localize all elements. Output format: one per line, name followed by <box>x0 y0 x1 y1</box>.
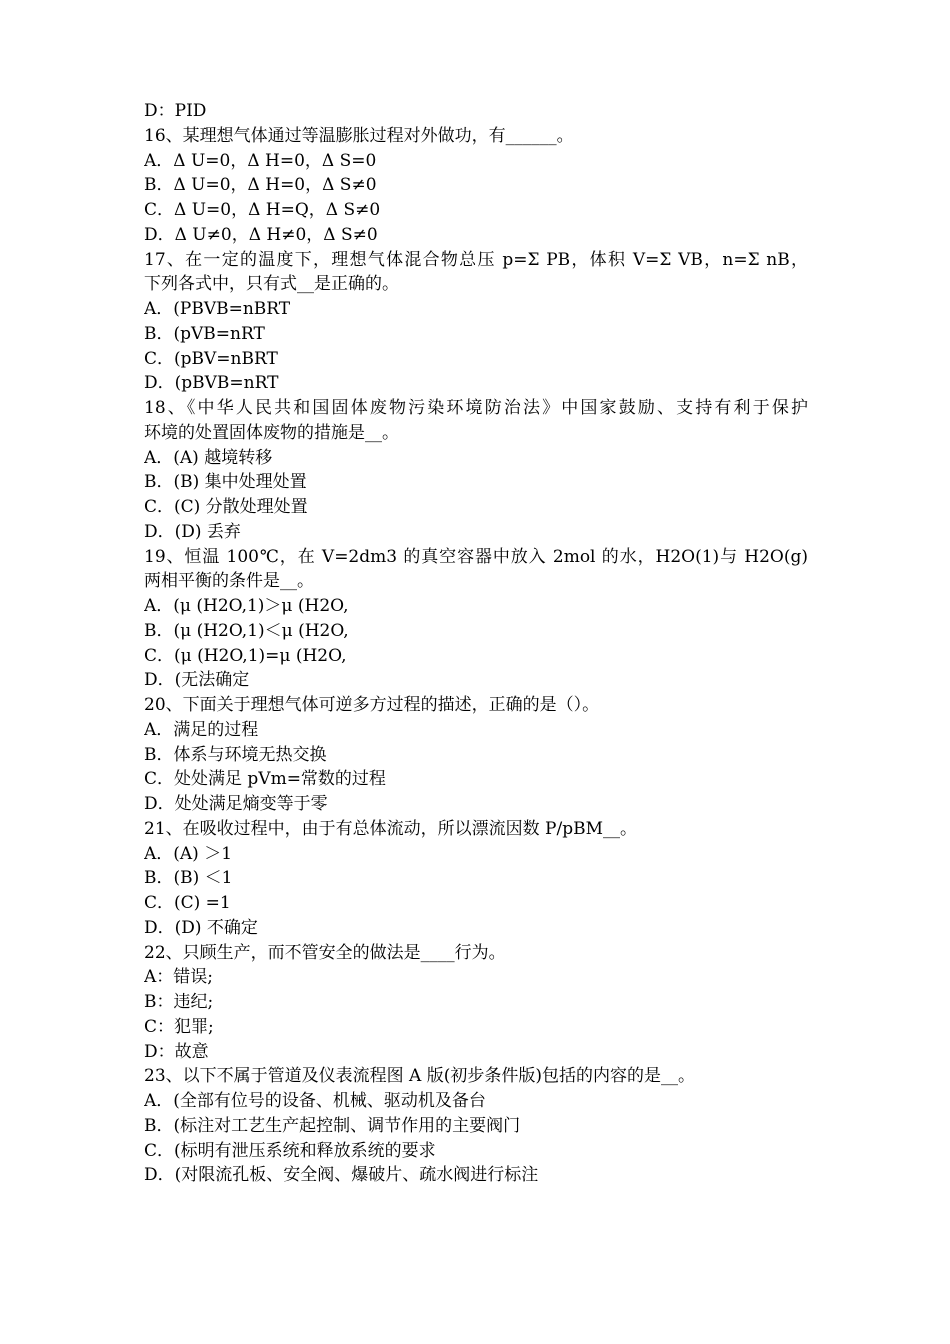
question-22: 22、只顾生产，而不管安全的做法是____行为。 <box>144 942 506 963</box>
question-21: 21、在吸收过程中，由于有总体流动，所以漂流因数 P/pBM__。 <box>144 818 637 839</box>
option-line: D．(D) 不确定 <box>144 917 258 938</box>
option-line: B．Δ U=0，Δ H=0，Δ S≠0 <box>144 175 377 196</box>
question-19: 19、恒温 100℃，在 V=2dm3 的真空容器中放入 2mol 的水，H2O(1)与 H2O(g) <box>144 546 808 567</box>
option-line: B：违纪; <box>144 992 214 1012</box>
option-line: D．(D) 丢弃 <box>144 521 241 542</box>
question-19-continued: 两相平衡的条件是__。 <box>144 571 314 592</box>
option-line: A．(A) 越境转移 <box>144 447 273 468</box>
option-line: B．(B) ＜1 <box>144 868 233 889</box>
text-line: D：PID <box>144 101 207 121</box>
option-line: B．(B) 集中处理处置 <box>144 472 307 493</box>
option-line: D：故意 <box>144 1041 209 1062</box>
option-line: B．(pVB=nRT <box>144 323 265 344</box>
option-line: D．Δ U≠0，Δ H≠0，Δ S≠0 <box>144 224 378 245</box>
question-17-continued: 下列各式中，只有式__是正确的。 <box>144 274 399 295</box>
option-line: A：错误; <box>144 967 214 988</box>
option-line: A．Δ U=0，Δ H=0，Δ S=0 <box>144 150 377 171</box>
option-line: A．(A) ＞1 <box>144 843 233 864</box>
question-17: 17、在一定的温度下，理想气体混合物总压 p=Σ PB，体积 V=Σ VB，n=Σ nB， <box>144 249 808 270</box>
option-line: C．(标明有泄压系统和释放系统的要求 <box>144 1140 436 1161</box>
question-16: 16、某理想气体通过等温膨胀过程对外做功，有______。 <box>144 125 574 146</box>
question-18: 18、《中华人民共和国固体废物污染环境防治法》中国家鼓励、支持有利于保护 <box>144 398 808 418</box>
option-line: C．(pBV=nBRT <box>144 348 278 369</box>
question-20: 20、下面关于理想气体可逆多方过程的描述，正确的是（）。 <box>144 695 600 715</box>
option-line: B．体系与环境无热交换 <box>144 744 327 765</box>
option-line: C．处处满足 pVm=常数的过程 <box>144 769 386 790</box>
question-18-continued: 环境的处置固体废物的措施是__。 <box>144 422 399 443</box>
option-line: D．(对限流孔板、安全阀、爆破片、疏水阀进行标注 <box>144 1165 539 1186</box>
option-line: D．(无法确定 <box>144 670 250 691</box>
option-line: C．(μ (H2O,1)=μ (H2O, <box>144 645 347 666</box>
document-body <box>144 99 808 1188</box>
option-line: A．满足的过程 <box>144 719 259 740</box>
option-line: C．(C) =1 <box>144 893 231 913</box>
option-line: B．(标注对工艺生产起控制、调节作用的主要阀门 <box>144 1115 521 1136</box>
question-23: 23、以下不属于管道及仪表流程图 A 版(初步条件版)包括的内容的是__。 <box>144 1066 695 1087</box>
option-line: A．(全部有位号的设备、机械、驱动机及备台 <box>144 1091 486 1111</box>
option-line: B．(μ (H2O,1)＜μ (H2O, <box>144 620 349 641</box>
option-line: D．处处满足熵变等于零 <box>144 794 328 814</box>
option-line: A．(μ (H2O,1)＞μ (H2O, <box>144 596 349 616</box>
option-line: C．Δ U=0，Δ H=Q，Δ S≠0 <box>144 200 381 220</box>
option-line: C．(C) 分散处理处置 <box>144 497 308 517</box>
option-line: C：犯罪; <box>144 1016 214 1037</box>
option-line: D．(pBVB=nRT <box>144 373 279 394</box>
option-line: A．(PBVB=nBRT <box>144 299 291 319</box>
